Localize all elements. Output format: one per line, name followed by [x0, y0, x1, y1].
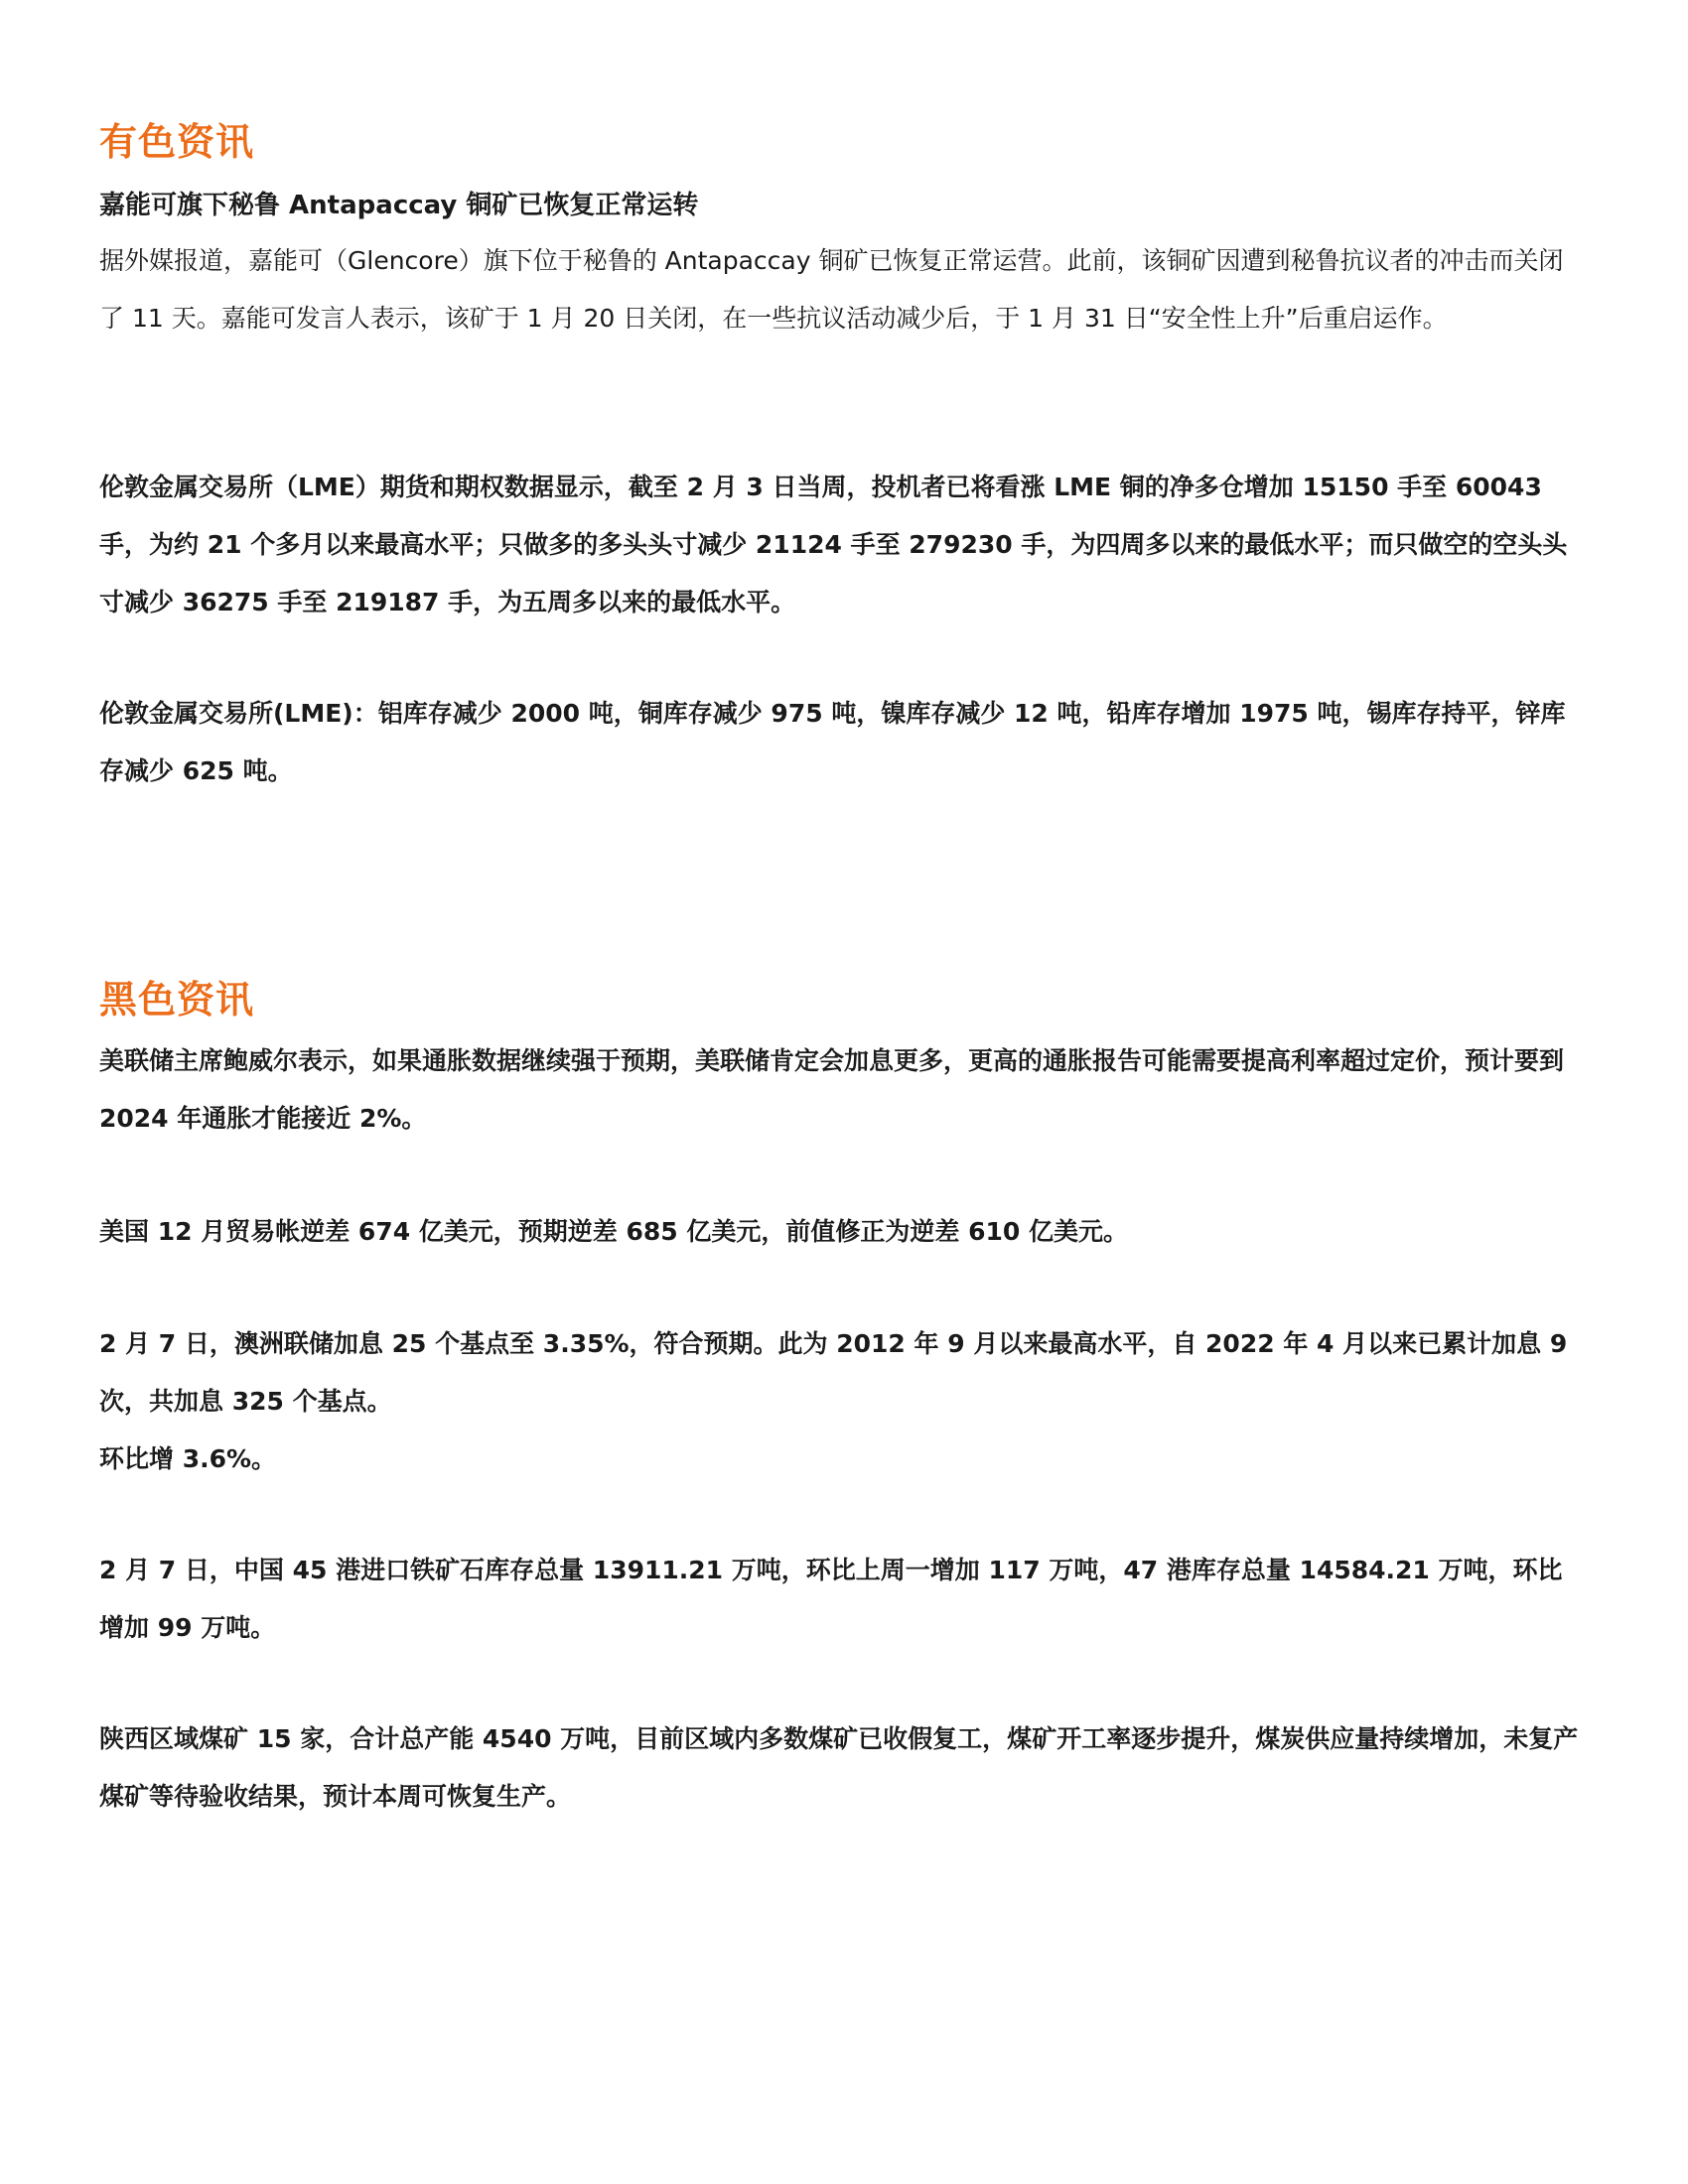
news-paragraph-shaanxi-coal [99, 1710, 1579, 1826]
news-paragraph-lme-inventory [99, 685, 1579, 800]
paragraph-text: 环比增 3.6%。 [99, 1444, 277, 1473]
paragraph-text: 据外媒报道，嘉能可（Glencore）旗下位于秘鲁的 Antapaccay 铜矿已恢复正常运营。此前，该铜矿因遭到秘鲁抗议者的冲击而关闭了 11 天。嘉能可发言人表示，该矿于 1 月 20 日关闭，在一些抗议活动减少后，于 1 月 31 日“安全性上升”后重启运作。 [99, 246, 1564, 333]
paragraph-text: 美联储主席鲍威尔表示，如果通胀数据继续强于预期，美联储肯定会加息更多，更高的通胀报告可能需要提高利率超过定价，预计要到 2024 年通胀才能接近 2%。 [99, 1046, 1565, 1133]
news-paragraph-powell [99, 1032, 1579, 1148]
news-paragraph-iron-ore [99, 1542, 1579, 1657]
news-paragraph-antapaccay [99, 232, 1579, 347]
section-title-ferrous: 黑色资讯 [99, 978, 255, 1022]
headline-antapaccay: 嘉能可旗下秘鲁 Antapaccay 铜矿已恢复正常运转 [99, 191, 699, 220]
section-title-nonferrous: 有色资讯 [99, 120, 255, 164]
paragraph-text: 伦敦金属交易所（LME）期货和期权数据显示，截至 2 月 3 日当周，投机者已将看涨 LME 铜的净多仓增加 15150 手至 60043 手，为约 21 个多月以来最高水平；只做多的多头头寸减少 21124 手至 279230 手，为四周多以来的最低水平；而只做空的空头头寸减少 36275 手至 219187 手，为五周多以来的最低水平。 [99, 473, 1568, 616]
paragraph-text: 2 月 7 日，中国 45 港进口铁矿石库存总量 13911.21 万吨，环比上周一增加 117 万吨，47 港库存总量 14584.21 万吨，环比增加 99 万吨。 [99, 1556, 1563, 1642]
paragraph-text: 美国 12 月贸易帐逆差 674 亿美元，预期逆差 685 亿美元，前值修正为逆差 610 亿美元。 [99, 1217, 1128, 1246]
paragraph-text: 2 月 7 日，澳洲联储加息 25 个基点至 3.35%，符合预期。此为 2012 年 9 月以来最高水平，自 2022 年 4 月以来已累计加息 9 次，共加息 325 个基点。 [99, 1329, 1568, 1416]
news-paragraph-rba [99, 1315, 1579, 1488]
news-paragraph-lme-positions [99, 459, 1579, 631]
paragraph-text: 伦敦金属交易所(LME)：铝库存减少 2000 吨，铜库存减少 975 吨，镍库存减少 12 吨，铅库存增加 1975 吨，锡库存持平，锌库存减少 625 吨。 [99, 699, 1566, 785]
paragraph-text: 陕西区域煤矿 15 家，合计总产能 4540 万吨，目前区域内多数煤矿已收假复工，煤矿开工率逐步提升，煤炭供应量持续增加，未复产煤矿等待验收结果，预计本周可恢复生产。 [99, 1724, 1579, 1811]
news-paragraph-us-trade [99, 1203, 1579, 1261]
